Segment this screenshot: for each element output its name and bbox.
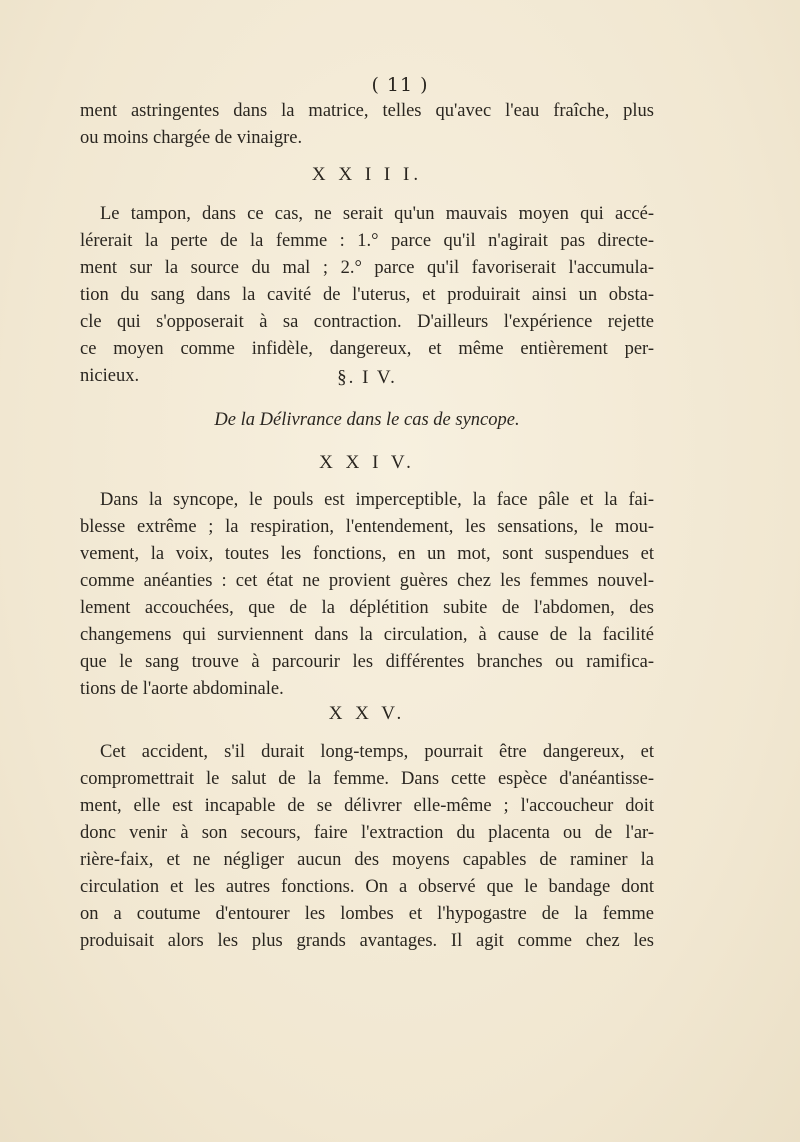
paragraph-heading-iv: §. I V. — [337, 367, 397, 388]
text-line: ou moins chargée de vinaigre. — [80, 128, 303, 148]
text-line: nicieux. — [80, 366, 140, 386]
section-heading-xxiv: X X I V. — [319, 452, 415, 473]
text-line: comme anéanties : cet état ne provient guères chez les femmes nouvel- — [80, 571, 654, 591]
section-heading-xxiii: X X I I I. — [311, 164, 423, 185]
section-heading-xxv: X X V. — [328, 703, 406, 724]
text-line: donc venir à son secours, faire l'extraction du placenta ou de l'ar- — [80, 823, 654, 843]
section-xxv-paragraph — [80, 739, 654, 955]
text-line: circulation et les autres fonctions. On a observé que le bandage dont — [80, 877, 654, 897]
section-xxiii-paragraph — [80, 201, 654, 390]
text-line: tions de l'aorte abdominale. — [80, 679, 284, 699]
text-line: ment astringentes dans la matrice, telles qu'avec l'eau fraîche, plus — [80, 101, 654, 121]
text-line: lement accouchées, que de la déplétition subite de l'abdomen, des — [80, 598, 654, 618]
text-line: Cet accident, s'il durait long-temps, pourrait être dangereux, et — [100, 742, 654, 762]
page-number: ( 11 ) — [371, 74, 429, 96]
text-line: ment, elle est incapable de se délivrer elle-même ; l'accoucheur doit — [80, 796, 654, 816]
text-line: que le sang trouve à parcourir les différentes branches ou ramifica- — [80, 652, 654, 672]
intro-paragraph — [80, 98, 654, 152]
text-line: tion du sang dans la cavité de l'uterus, et produirait ainsi un obsta- — [80, 285, 654, 305]
text-line: ce moyen comme infidèle, dangereux, et même entièrement per- — [80, 339, 654, 359]
text-line: on a coutume d'entourer les lombes et l'hypogastre de la femme — [80, 904, 654, 924]
section-subtitle: De la Délivrance dans le cas de syncope. — [214, 410, 520, 430]
text-line: changemens qui surviennent dans la circulation, à cause de la facilité — [80, 625, 654, 645]
text-line: lérerait la perte de la femme : 1.° parce qu'il n'agirait pas directe- — [80, 231, 654, 251]
text-line: Le tampon, dans ce cas, ne serait qu'un mauvais moyen qui accé- — [100, 204, 654, 224]
text-line: cle qui s'opposerait à sa contraction. D'ailleurs l'expérience rejette — [80, 312, 654, 332]
text-line: produisait alors les plus grands avantages. Il agit comme chez les — [80, 931, 654, 951]
text-line: blesse extrême ; la respiration, l'entendement, les sensations, le mou- — [80, 517, 654, 537]
text-line: compromettrait le salut de la femme. Dans cette espèce d'anéantisse- — [80, 769, 654, 789]
text-line: rière-faix, et ne négliger aucun des moyens capables de raminer la — [80, 850, 654, 870]
text-line: Dans la syncope, le pouls est imperceptible, la face pâle et la fai- — [100, 490, 654, 510]
text-line: vement, la voix, toutes les fonctions, en un mot, sont suspendues et — [80, 544, 654, 564]
text-line: ment sur la source du mal ; 2.° parce qu'il favoriserait l'accumula- — [80, 258, 654, 278]
section-xxiv-paragraph — [80, 487, 654, 703]
